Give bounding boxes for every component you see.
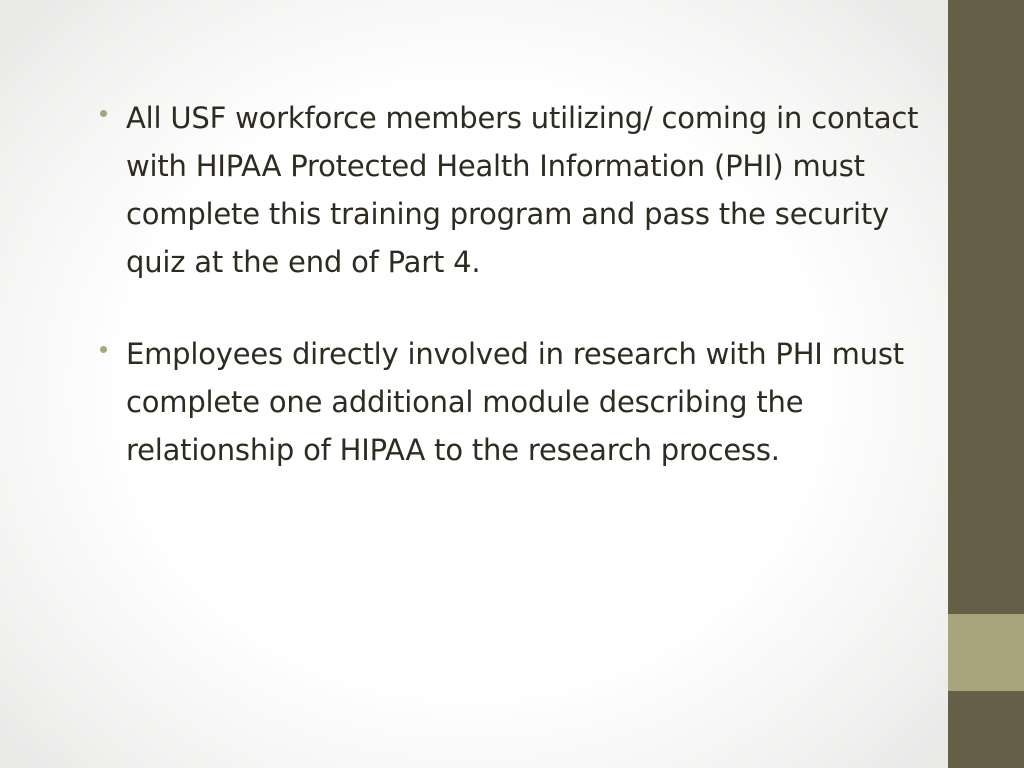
- bullet-item-research-module: [100, 330, 960, 474]
- decorative-side-accent: [948, 614, 1024, 691]
- bullet-dot-icon: [100, 110, 107, 117]
- bullet-list: [100, 94, 960, 518]
- bullet-text: All USF workforce members utilizing/ coming in contact with HIPAA Protected Health Information (PHI) must complete this training program and pass the security quiz at the end of Part 4.: [126, 101, 919, 279]
- bullet-item-workforce-training: [100, 94, 960, 286]
- bullet-dot-icon: [100, 346, 107, 353]
- bullet-text: Employees directly involved in research with PHI must complete one additional module describing the relationship of HIPAA to the research process.: [126, 337, 904, 467]
